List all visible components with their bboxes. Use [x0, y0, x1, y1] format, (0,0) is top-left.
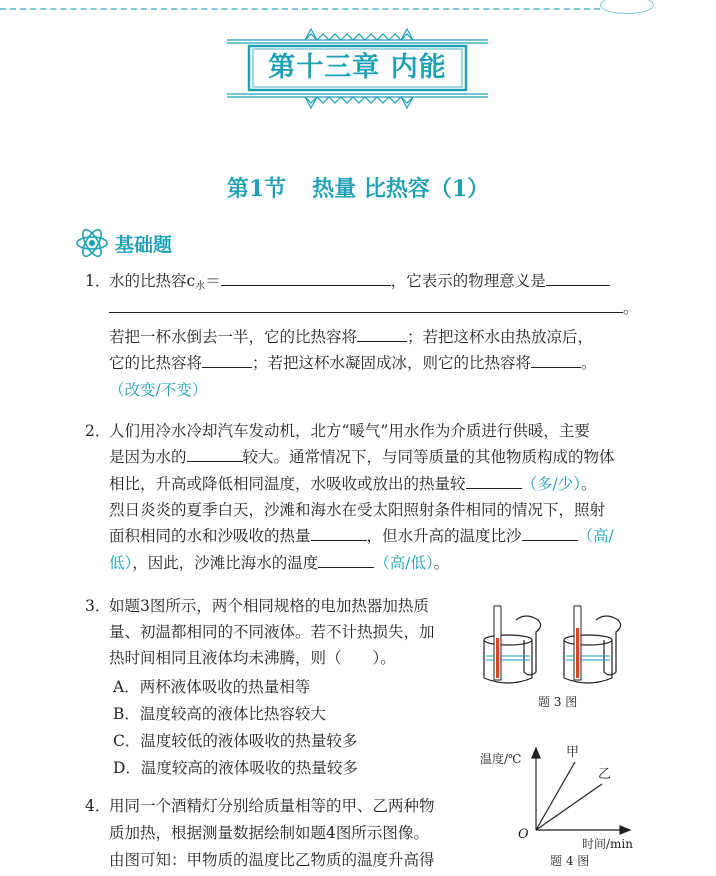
chapter-title: 第十三章 内能 — [268, 52, 447, 83]
q1-blank-ice[interactable] — [531, 352, 581, 368]
series-yi-label: 乙 — [598, 767, 612, 782]
figure4-graph — [478, 742, 648, 854]
q1-line4: 它的比热容将 ；若把这杯水凝固成冰，则它的比热容将 。 — [109, 354, 597, 372]
series-yi-line — [536, 784, 602, 830]
q2-line6: 低），因此，沙滩比海水的温度 （高/低）。 — [109, 554, 450, 572]
q2-blank-property[interactable] — [187, 446, 243, 462]
top-page-ornament — [600, 0, 654, 14]
q2-blank-beach-temp[interactable] — [318, 552, 374, 568]
q1-blank-cool[interactable] — [202, 352, 252, 368]
q1-blank-half[interactable] — [357, 326, 407, 342]
q3-option-a[interactable]: A．两杯液体吸收的热量相等 — [113, 678, 311, 696]
section-number: 第1节 — [226, 176, 287, 202]
q2-line2: 是因为水的 较大。通常情况下，与同等质量的其他物质构成的物体 — [109, 448, 615, 466]
q4-line2: 质加热，根据测量数据绘制如题4图所示图像。 — [109, 824, 429, 842]
q2-blank-temp-rise[interactable] — [522, 525, 578, 541]
q1-blank-meaning-cont[interactable] — [109, 297, 623, 313]
q2-line4: 烈日炎炎的夏季白天，沙滩和海水在受太阳照射条件相同的情况下，照射 — [109, 501, 606, 519]
figure4-caption: 题 4 图 — [550, 854, 590, 868]
q3-line3: 热时间相同且液体均未沸腾，则（ ）。 — [109, 649, 396, 667]
graph-origin-label: O — [518, 827, 529, 842]
q4-number: 4． — [85, 797, 111, 815]
q3-option-c[interactable]: C．温度较低的液体吸收的热量较多 — [113, 732, 358, 750]
series-jia-label: 甲 — [566, 745, 580, 760]
q2-number: 2． — [85, 422, 111, 440]
section-name: 热量 比热容（1） — [312, 176, 490, 202]
q3-number: 3． — [85, 597, 111, 615]
q2-line3: 相比，升高或降低相同温度，水吸收或放出的热量较 （多/少）。 — [109, 475, 597, 493]
q1-number: 1． — [85, 272, 111, 290]
q3-line2: 量、初温都相同的不同液体。若不计热损失，加 — [109, 623, 435, 641]
q1-line1: 水的比热容$c_水=$ ，它表示的物理意义是 — [109, 270, 610, 298]
q1-blank-value[interactable] — [221, 270, 391, 286]
q1-hint: （改变/不变） — [109, 381, 208, 399]
basic-questions-title: 基础题 — [115, 234, 173, 256]
graph-x-label: 时间/min — [582, 837, 633, 851]
q3-option-b[interactable]: B．温度较高的液体比热容较大 — [113, 705, 326, 723]
section-title — [0, 172, 716, 203]
figure3-caption: 题 3 图 — [538, 695, 578, 709]
q1-line2: 。 — [109, 297, 639, 319]
q3-line1: 如题3图所示，两个相同规格的电加热器加热质 — [109, 597, 429, 615]
series-jia-line — [536, 762, 575, 830]
q3-option-d[interactable]: D．温度较高的液体吸收的热量较多 — [113, 759, 358, 777]
figure3-beakers-illustration — [478, 598, 648, 688]
q1-line3: 若把一杯水倒去一半，它的比热容将 ；若把这杯水由热放凉后， — [109, 328, 594, 346]
q2-blank-heat[interactable] — [311, 525, 367, 541]
q2-blank-more-less[interactable] — [466, 473, 522, 489]
q2-line1: 人们用冷水冷却汽车发动机，北方“暖气”用水作为介质进行供暖，主要 — [109, 422, 590, 440]
chapter-banner — [225, 24, 490, 110]
q2-line5: 面积相同的水和沙吸收的热量 ，但水升高的温度比沙 （高/ — [109, 527, 614, 545]
q4-line1: 用同一个酒精灯分别给质量相等的甲、乙两种物 — [109, 797, 435, 815]
q4-line3: 由图可知：甲物质的温度比乙物质的温度升高得 — [109, 851, 435, 869]
graph-y-label: 温度/℃ — [480, 752, 522, 766]
atom-icon — [75, 228, 109, 258]
q1-blank-meaning[interactable] — [546, 270, 610, 286]
top-dashed-rule — [0, 8, 600, 10]
